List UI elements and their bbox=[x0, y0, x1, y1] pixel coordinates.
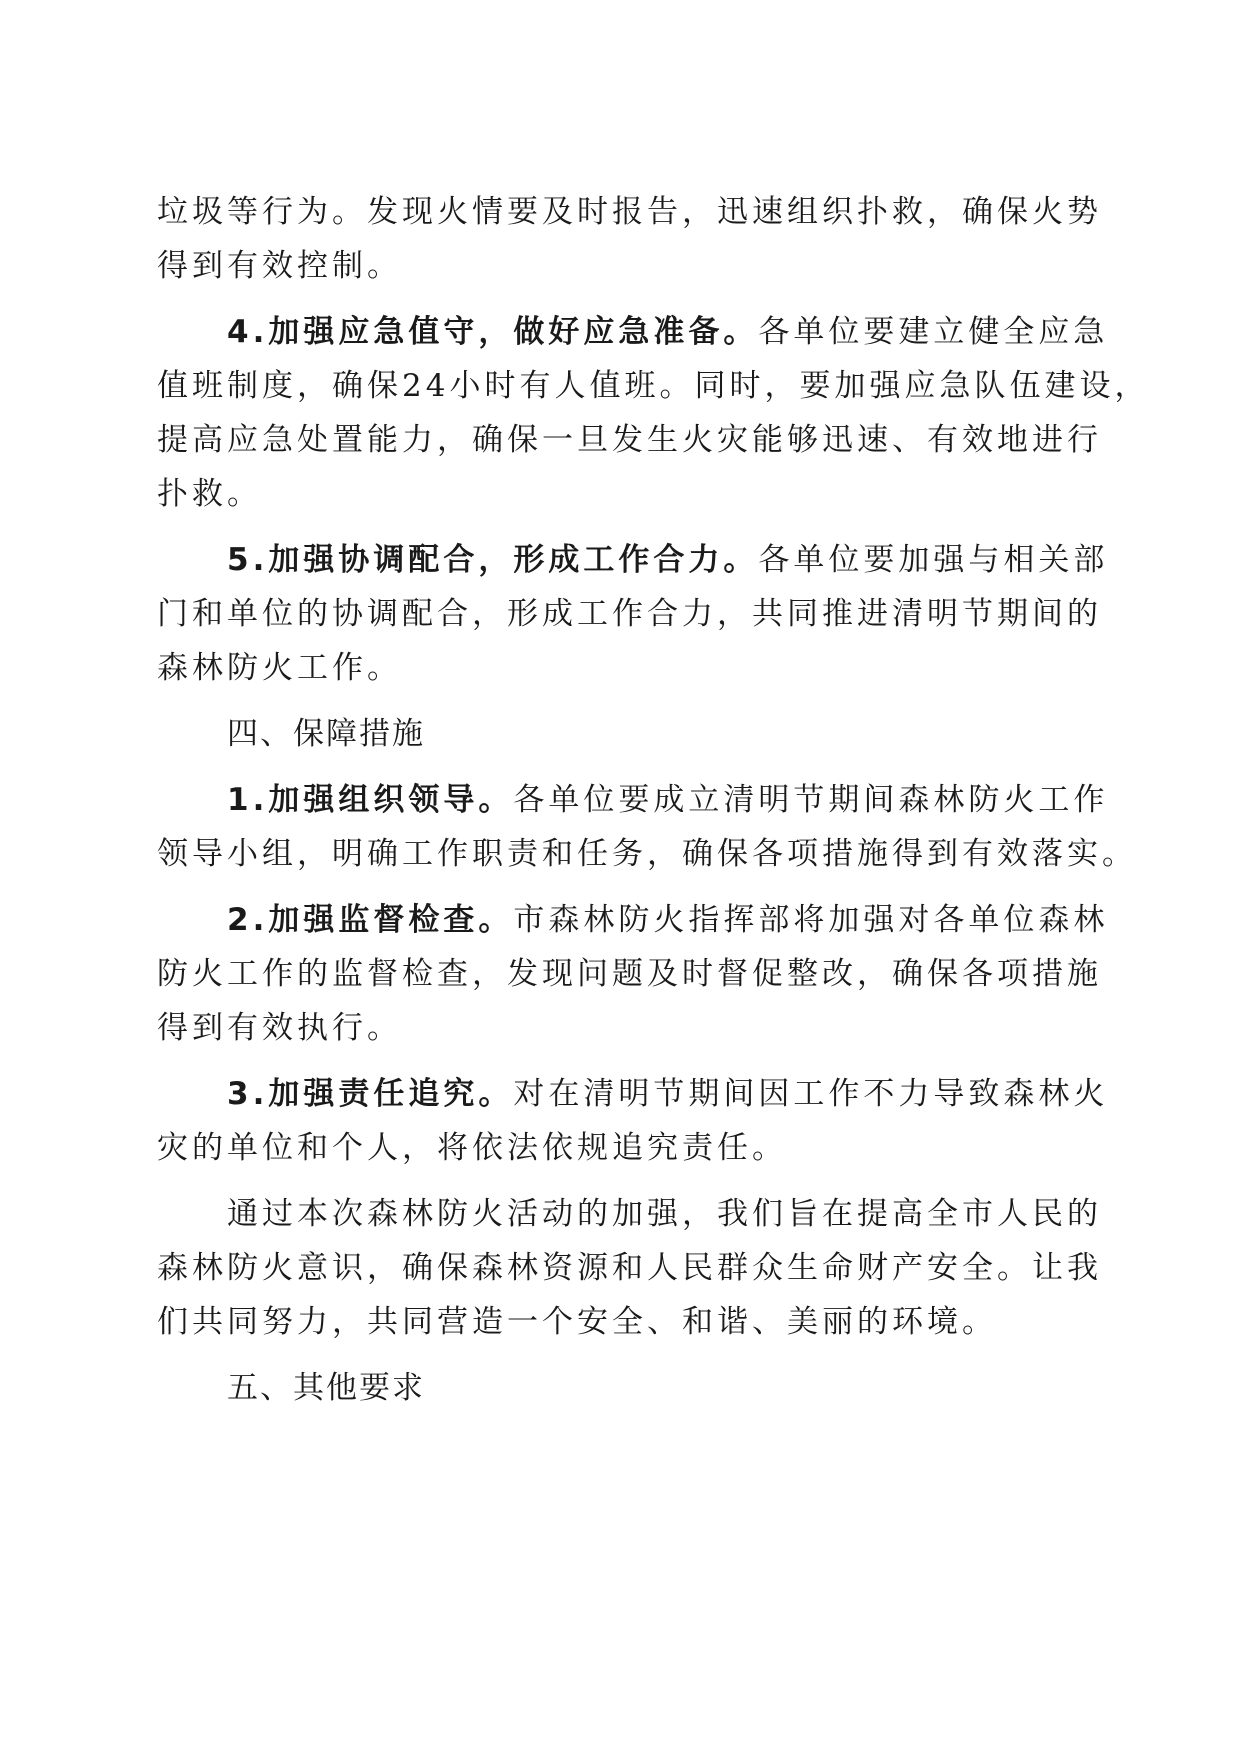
text-line: 门和单位的协调配合，形成工作合力，共同推进清明节期间的 bbox=[157, 596, 1102, 632]
text-line bbox=[157, 893, 1109, 947]
paragraph-item-4 bbox=[157, 305, 1150, 521]
text-line: 森林防火意识，确保森林资源和人民群众生命财产安全。让我 bbox=[157, 1250, 1102, 1286]
text-line: 灾的单位和个人，将依法依规追究责任。 bbox=[157, 1130, 787, 1166]
text-line bbox=[157, 773, 1109, 827]
paragraph-measure-1 bbox=[157, 773, 1137, 881]
paragraph-measure-2 bbox=[157, 893, 1109, 1055]
paragraph-measure-3 bbox=[157, 1067, 1109, 1175]
item-text: 各单位要建立健全应急 bbox=[758, 314, 1109, 350]
text-line: 们共同努力，共同营造一个安全、和谐、美丽的环境。 bbox=[157, 1304, 997, 1340]
item-lead-heading: 5.加强协调配合，形成工作合力。 bbox=[227, 542, 759, 578]
text-line: 领导小组，明确工作职责和任务，确保各项措施得到有效落实。 bbox=[157, 836, 1137, 872]
text-line bbox=[157, 305, 1109, 359]
document-body bbox=[157, 185, 1150, 1415]
text-line bbox=[157, 533, 1109, 587]
text-line: 通过本次森林防火活动的加强，我们旨在提高全市人民的 bbox=[227, 1196, 1102, 1232]
item-text: 市森林防火指挥部将加强对各单位森林 bbox=[513, 902, 1109, 938]
item-lead-heading: 3.加强责任追究。 bbox=[227, 1076, 514, 1112]
item-lead-heading: 1.加强组织领导。 bbox=[227, 782, 514, 818]
text-line: 森林防火工作。 bbox=[157, 650, 402, 686]
text-line: 扑救。 bbox=[157, 476, 262, 512]
paragraph-closing bbox=[157, 1187, 1102, 1349]
paragraph-continuation bbox=[157, 185, 1102, 293]
item-lead-heading: 4.加强应急值守，做好应急准备。 bbox=[227, 314, 759, 350]
section-heading-4: 四、保障措施 bbox=[227, 716, 425, 752]
text-line bbox=[157, 1067, 1109, 1121]
text-line: 垃圾等行为。发现火情要及时报告，迅速组织扑救，确保火势 bbox=[157, 194, 1102, 230]
text-line: 得到有效执行。 bbox=[157, 1010, 402, 1046]
item-lead-heading: 2.加强监督检查。 bbox=[227, 902, 514, 938]
item-text: 各单位要成立清明节期间森林防火工作 bbox=[513, 782, 1109, 818]
text-line: 得到有效控制。 bbox=[157, 248, 402, 284]
text-line: 值班制度，确保24小时有人值班。同时，要加强应急队伍建设， bbox=[157, 368, 1150, 404]
text-line: 提高应急处置能力，确保一旦发生火灾能够迅速、有效地进行 bbox=[157, 422, 1102, 458]
paragraph-item-5 bbox=[157, 533, 1109, 695]
item-text: 对在清明节期间因工作不力导致森林火 bbox=[513, 1076, 1109, 1112]
item-text: 各单位要加强与相关部 bbox=[758, 542, 1109, 578]
section-heading-5: 五、其他要求 bbox=[227, 1370, 425, 1406]
text-line: 防火工作的监督检查，发现问题及时督促整改，确保各项措施 bbox=[157, 956, 1102, 992]
